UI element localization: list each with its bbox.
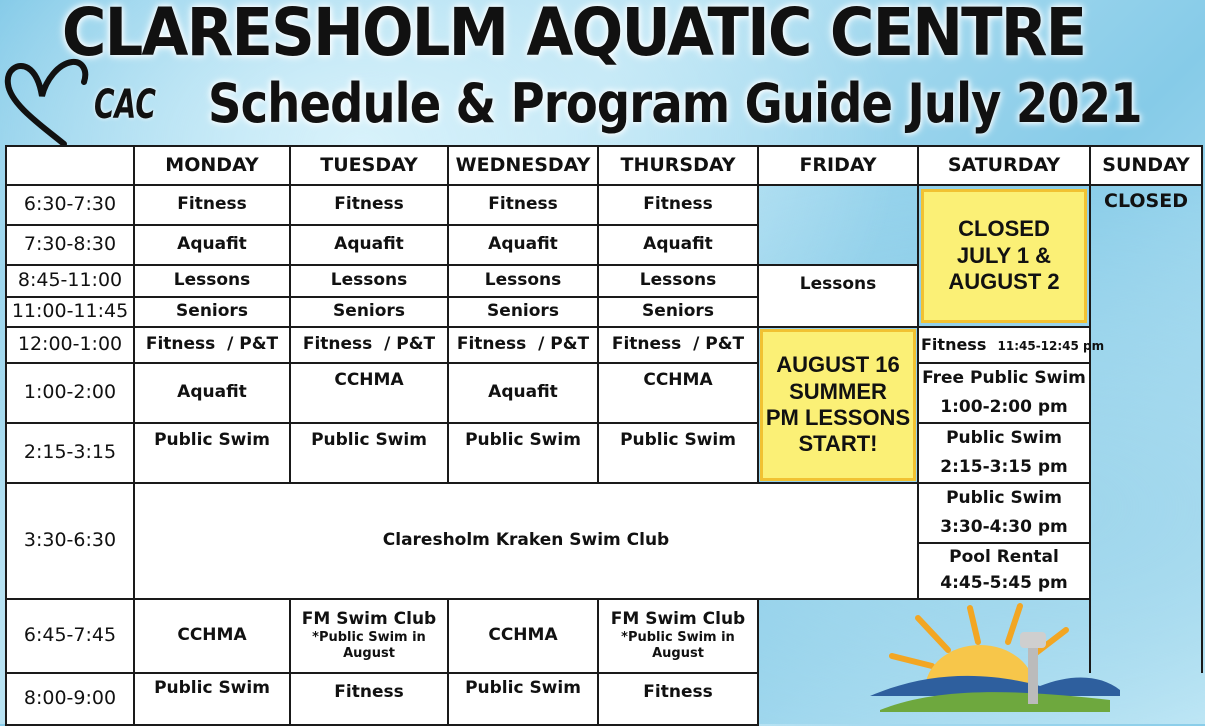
friday-notice-cell: [758, 327, 918, 483]
day-header: THURSDAY: [598, 146, 758, 185]
event-name: Public Swim: [946, 428, 1062, 449]
schedule-cell: Fitness: [290, 673, 448, 725]
logo-text: CAC: [94, 82, 156, 128]
schedule-cell: Fitness: [134, 185, 290, 225]
schedule-cell: CCHMA: [448, 599, 598, 673]
schedule-cell: Public Swim: [134, 423, 290, 483]
schedule-cell: Aquafit: [134, 363, 290, 423]
corner-cell: [6, 146, 134, 185]
closed-line: AUGUST 2: [948, 269, 1060, 295]
saturday-free-swim-cell: [918, 363, 1090, 423]
schedule-cell: Fitness: [290, 185, 448, 225]
schedule-cell: Lessons: [290, 265, 448, 297]
time-cell: 8:00-9:00: [6, 673, 134, 725]
schedule-cell: Fitness: [598, 673, 758, 725]
schedule-cell: Seniors: [598, 297, 758, 327]
schedule-cell: Aquafit: [290, 225, 448, 265]
event-name: Free Public Swim: [922, 368, 1086, 389]
schedule-cell: Public Swim: [290, 423, 448, 483]
event-time: 4:45-5:45 pm: [940, 572, 1068, 593]
sunday-status: CLOSED: [1104, 190, 1188, 212]
event-time: 1:00-2:00 pm: [940, 397, 1068, 417]
day-header: WEDNESDAY: [448, 146, 598, 185]
saturday-pool-rental-cell: [918, 543, 1090, 599]
fitness-time: 11:45-12:45 pm: [997, 339, 1105, 353]
sun-hills-logo: [870, 600, 1130, 724]
event-name: FM Swim Club: [301, 608, 437, 629]
schedule-cell: Public Swim: [448, 423, 598, 483]
schedule-cell: Public Swim: [134, 673, 290, 725]
event-name: Pool Rental: [949, 547, 1059, 568]
schedule-cell: Aquafit: [598, 225, 758, 265]
schedule-cell: Fitness / P&T: [598, 327, 758, 363]
event-note: *Public Swim in August: [312, 630, 426, 662]
schedule-cell: Aquafit: [134, 225, 290, 265]
fitness-label: Fitness: [921, 335, 987, 354]
event-time: 3:30-4:30 pm: [940, 516, 1068, 537]
schedule-cell: Aquafit: [448, 363, 598, 423]
time-cell: 6:45-7:45: [6, 599, 134, 673]
schedule-cell: Fitness / P&T: [134, 327, 290, 363]
schedule-cell: Seniors: [448, 297, 598, 327]
schedule-cell: Public Swim: [448, 673, 598, 725]
schedule-cell: Fitness / P&T: [448, 327, 598, 363]
schedule-cell: CCHMA: [598, 363, 758, 423]
closed-line: CLOSED: [958, 216, 1050, 242]
closed-notice: [921, 189, 1087, 323]
schedule-cell: Lessons: [134, 265, 290, 297]
event-note: *Public Swim in August: [621, 630, 735, 662]
schedule-cell: [290, 599, 448, 673]
schedule-cell: Lessons: [598, 265, 758, 297]
schedule-cell: Lessons: [758, 265, 918, 327]
schedule-cell: Aquafit: [448, 225, 598, 265]
notice-line: PM LESSONS: [765, 405, 911, 430]
closed-line: JULY 1 &: [956, 242, 1052, 268]
heart-icon: [2, 56, 102, 152]
schedule-cell: Fitness / P&T: [290, 327, 448, 363]
time-cell: 7:30-8:30: [6, 225, 134, 265]
cac-logo: [2, 56, 156, 156]
day-header: SUNDAY: [1090, 146, 1202, 185]
time-cell: 2:15-3:15: [6, 423, 134, 483]
saturday-public-swim-cell: [918, 483, 1090, 543]
schedule-cell: Lessons: [448, 265, 598, 297]
event-time: 2:15-3:15 pm: [940, 457, 1068, 477]
schedule-cell: Public Swim: [598, 423, 758, 483]
schedule-cell: Seniors: [134, 297, 290, 327]
schedule-cell: CCHMA: [134, 599, 290, 673]
day-header: FRIDAY: [758, 146, 918, 185]
time-cell: 6:30-7:30: [6, 185, 134, 225]
time-cell: 3:30-6:30: [6, 483, 134, 599]
page-subtitle: Schedule & Program Guide July 2021: [208, 72, 1142, 135]
saturday-public-swim-cell: [918, 423, 1090, 483]
schedule-cell: CCHMA: [290, 363, 448, 423]
day-header: SATURDAY: [918, 146, 1090, 185]
schedule-cell: [598, 599, 758, 673]
time-cell: 11:00-11:45: [6, 297, 134, 327]
time-cell: 12:00-1:00: [6, 327, 134, 363]
saturday-closed-cell: [918, 185, 1090, 327]
time-cell: 8:45-11:00: [6, 265, 134, 297]
page-title: CLARESHOLM AQUATIC CENTRE: [61, 0, 1086, 71]
time-cell: 1:00-2:00: [6, 363, 134, 423]
swim-club-cell: Claresholm Kraken Swim Club: [134, 483, 918, 599]
schedule-cell: Fitness: [598, 185, 758, 225]
notice-line: START!: [798, 431, 878, 457]
event-name: Public Swim: [946, 488, 1062, 508]
notice-line: AUGUST 16: [776, 352, 900, 378]
friday-empty-cell: [758, 185, 918, 265]
day-header: MONDAY: [134, 146, 290, 185]
day-header: TUESDAY: [290, 146, 448, 185]
notice-line: SUMMER: [789, 378, 887, 404]
lessons-notice: [760, 329, 916, 481]
schedule-cell: Seniors: [290, 297, 448, 327]
schedule-cell: Fitness: [448, 185, 598, 225]
event-name: FM Swim Club: [610, 608, 746, 629]
saturday-fitness-cell: [918, 327, 1105, 363]
